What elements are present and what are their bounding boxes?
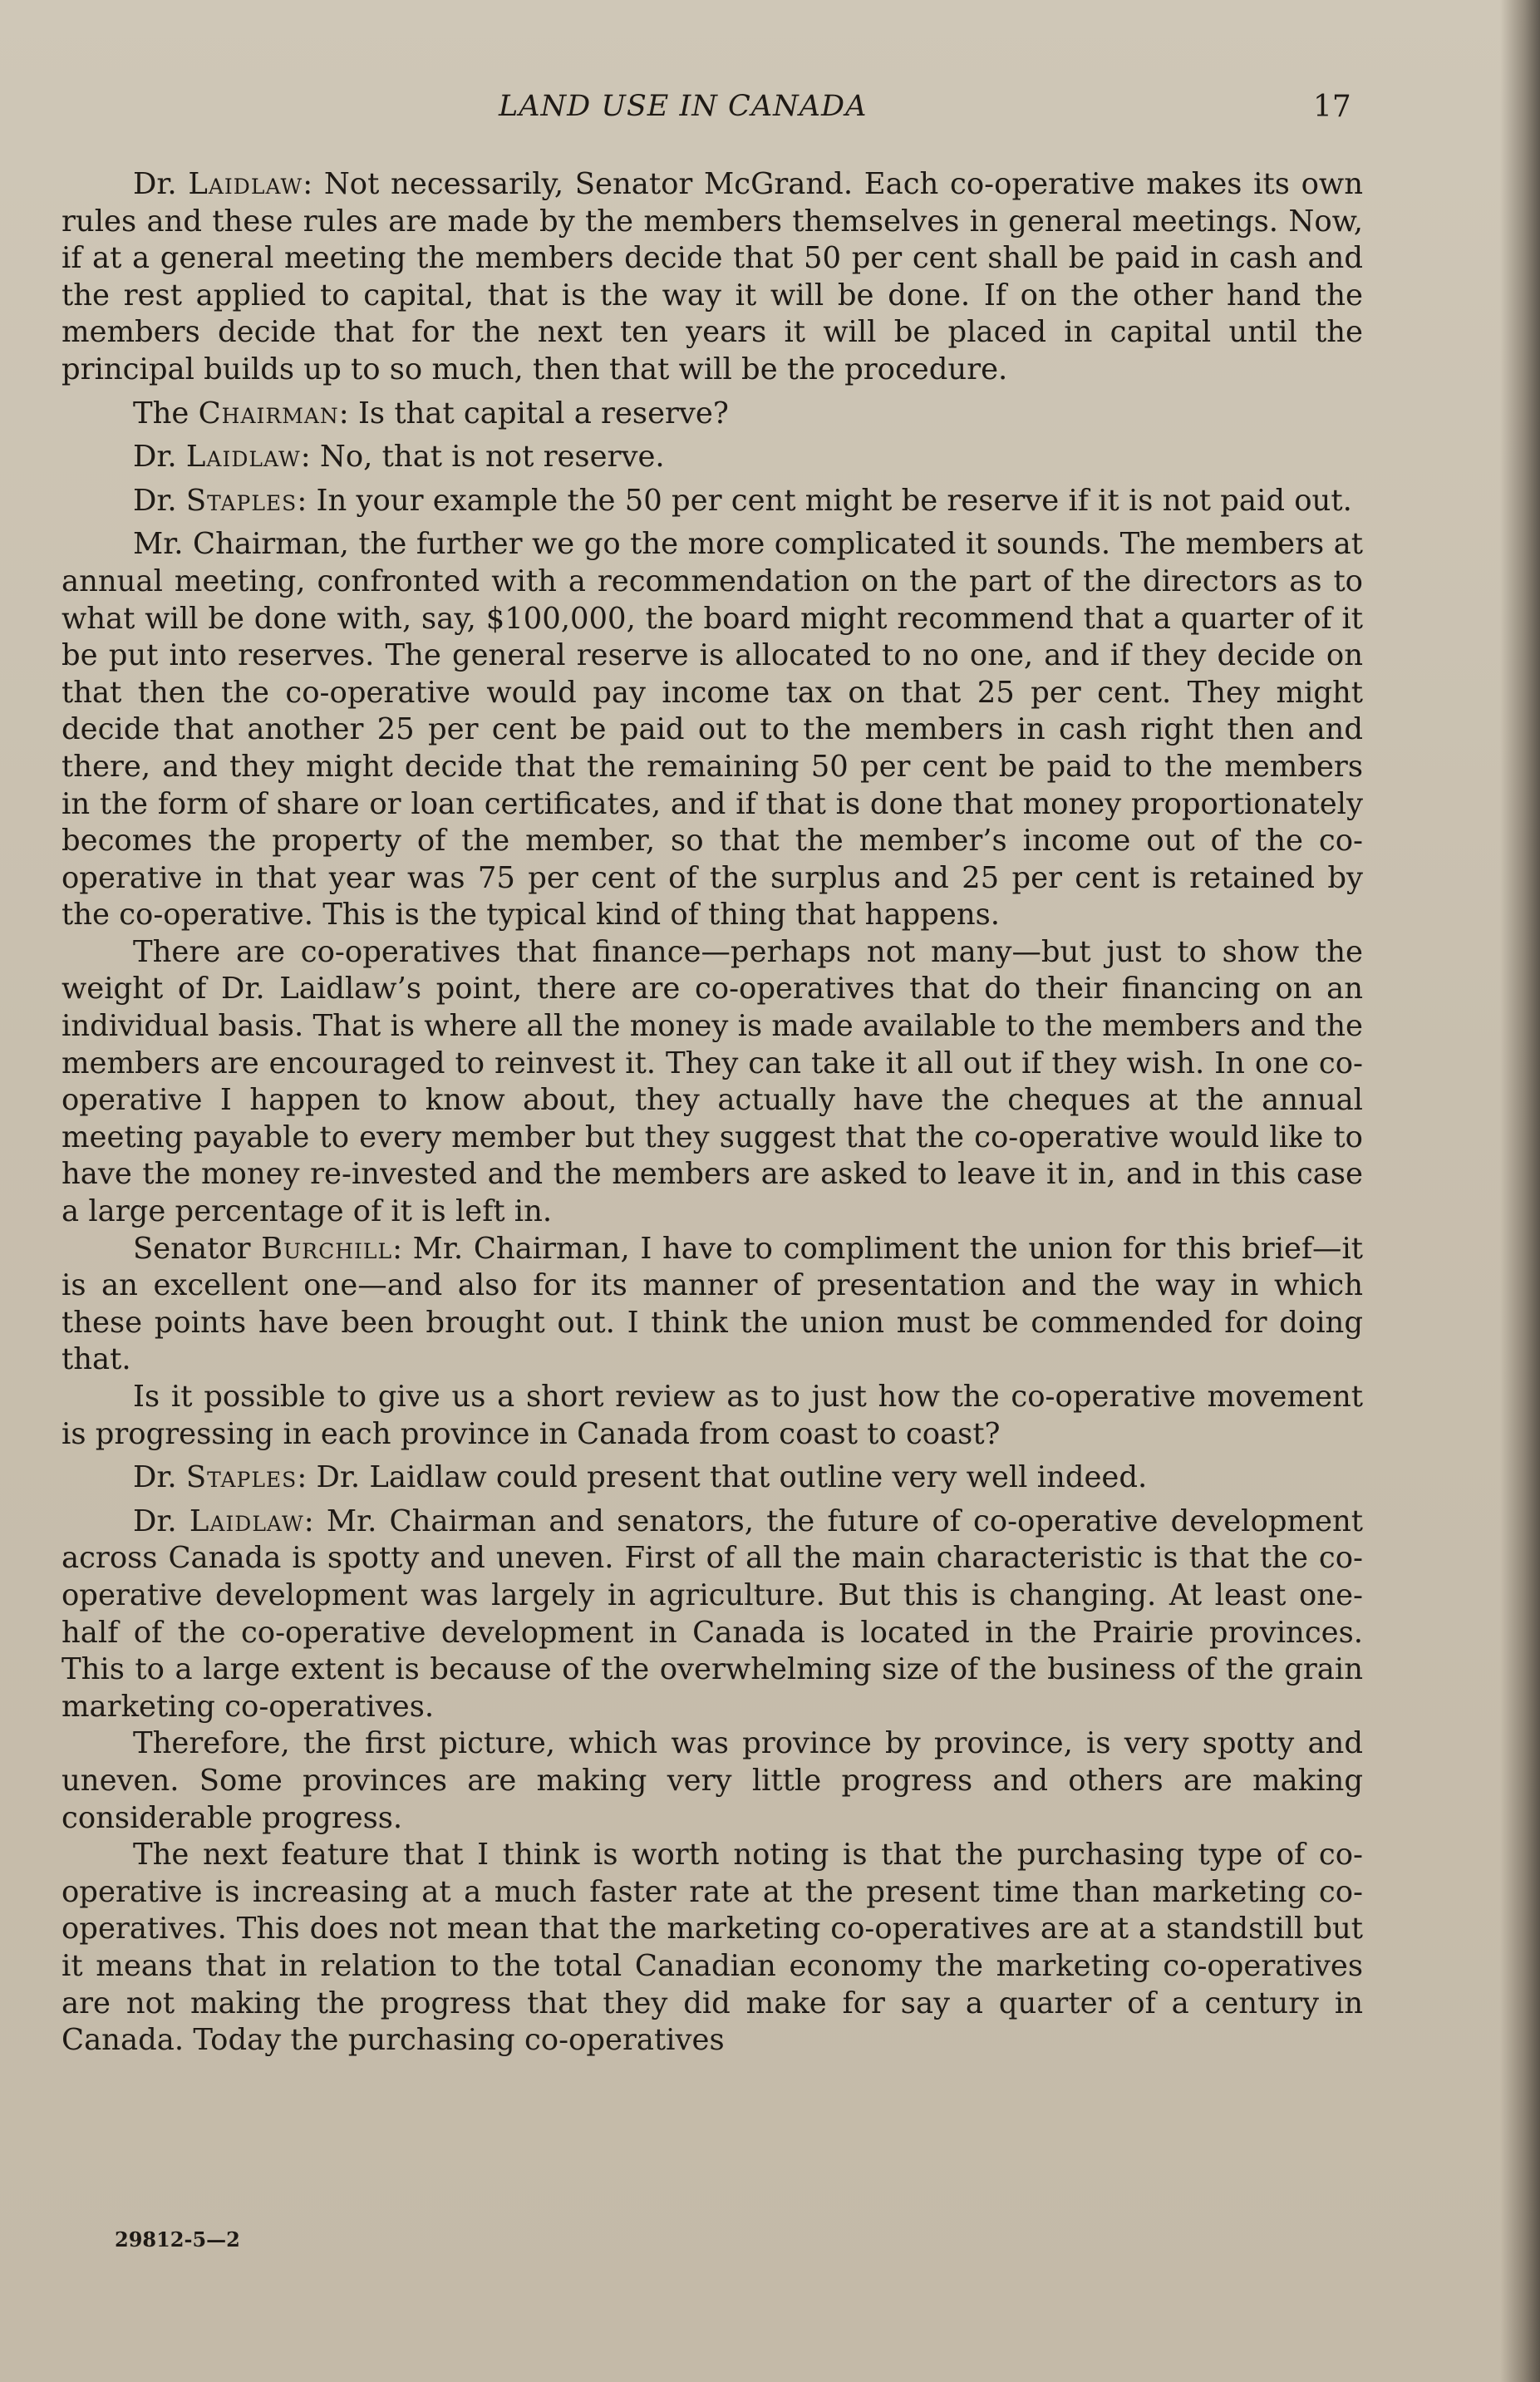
paragraph-text: : In your example the 50 per cent might be reserve if it is not paid out. xyxy=(297,483,1352,518)
speaker-prefix: The xyxy=(133,396,199,431)
speaker-name: Burchill xyxy=(261,1231,393,1266)
paragraph xyxy=(62,1459,1363,1497)
paragraph-text: : No, that is not reserve. xyxy=(300,440,665,475)
paragraph-text: : Not necessarily, Senator McGrand. Each co-operative makes its own rules and these rules are made by the members themselves in general meetings. Now, if at a general meeting the members decide that 50 per cent shall be paid in cash and the rest applied to capital, that is the way it will be done. If on the other hand the members decide that for the next ten years it will be placed in capital until the principal builds up to so much, then that will be the procedure. xyxy=(62,167,1363,386)
page-number: 17 xyxy=(1313,90,1351,124)
paragraph xyxy=(62,1231,1363,1379)
page-edge-shadow xyxy=(1500,0,1540,2382)
body-text xyxy=(62,166,1363,2060)
paragraph-text: Therefore, the first picture, which was province by province, is very spotty and uneven. Some provinces are making very little progress and others are making considerable progress. xyxy=(62,1726,1363,1835)
paragraph-text: : Mr. Chairman, I have to compliment the union for this brief—it is an excellent one—and also for its manner of presentation and the way in which these points have been brought out. I think the union must be commended for doing that. xyxy=(62,1231,1363,1377)
paragraph xyxy=(62,1379,1363,1453)
speaker-prefix: Senator xyxy=(133,1231,262,1266)
paragraph xyxy=(62,1837,1363,2060)
paragraph xyxy=(62,526,1363,934)
running-title: LAND USE IN CANADA xyxy=(499,90,868,123)
speaker-prefix: Dr. xyxy=(133,1504,189,1538)
speaker-name: Staples xyxy=(185,483,298,518)
paragraph xyxy=(62,483,1363,520)
paragraph xyxy=(62,1504,1363,1726)
paragraph-text: The next feature that I think is worth noting is that the purchasing type of co-operative is increasing at a much faster rate at the present time than marketing co-operatives. This does not mean that the marketing co-operatives are at a standstill but it means that in relation to the total Canadian economy the marketing co-operatives are not making the progress that they did make for say a quarter of a century in Canada. Today the purchasing co-operatives xyxy=(62,1838,1363,2058)
speaker-name: Chairman xyxy=(198,396,339,431)
paragraph-text: : Mr. Chairman and senators, the future of co-operative development across Canada is spotty and uneven. First of all the main characteristic is that the co-operative development was largely in agriculture. But this is changing. At least one-half of the co-operative development in Canada is located in the Prairie provinces. This to a large extent is because of the overwhelming size of the business of the grain marketing co-operatives. xyxy=(62,1504,1363,1724)
paragraph xyxy=(62,934,1363,1231)
paragraph-text: : Is that capital a reserve? xyxy=(338,396,729,431)
speaker-name: Laidlaw xyxy=(189,1504,304,1538)
speaker-prefix: Dr. xyxy=(133,1460,186,1495)
speaker-prefix: Dr. xyxy=(133,483,186,518)
speaker-name: Laidlaw xyxy=(188,167,303,201)
speaker-name: Laidlaw xyxy=(185,440,301,475)
paragraph-text: Is it possible to give us a short review as to just how the co-operative movement is progressing in each province in Canada from coast to coast? xyxy=(62,1380,1363,1451)
paragraph xyxy=(62,166,1363,389)
paragraph xyxy=(62,396,1363,433)
paragraph xyxy=(62,1725,1363,1837)
paragraph-text: : Dr. Laidlaw could present that outline very well indeed. xyxy=(297,1460,1148,1495)
speaker-prefix: Dr. xyxy=(133,440,186,475)
paragraph xyxy=(62,439,1363,476)
speaker-name: Staples xyxy=(185,1460,298,1495)
running-head xyxy=(0,90,1540,136)
printer-signature: 29812-5—2 xyxy=(115,2227,240,2252)
speaker-prefix: Dr. xyxy=(133,167,189,201)
paragraph-text: Mr. Chairman, the further we go the more complicated it sounds. The members at annual meeting, confronted with a recommendation on the part of the directors as to what will be done with, say, $100,000, the board might recommend that a quarter of it be put into reserves. The general reserve is allocated to no one, and if they decide on that then the co-operative would pay income tax on that 25 per cent. They might decide that another 25 per cent be paid out to the members in cash right then and there, and they might decide that the remaining 50 per cent be paid to the members in the form of share or loan certificates, and if that is done that money proportionately becomes the property of the member, so that the member’s income out of the co-operative in that year was 75 per cent of the surplus and 25 per cent is retained by the co-operative. This is the typical kind of thing that happens. xyxy=(62,527,1363,933)
paragraph-text: There are co-operatives that finance—perhaps not many—but just to show the weight of Dr. Laidlaw’s point, there are co-operatives that do their financing on an individual basis. That is where all the money is made available to the members and the members are encouraged to reinvest it. They can take it all out if they wish. In one co-operative I happen to know about, they actually have the cheques at the annual meeting payable to every member but they suggest that the co-operative would like to have the money re-invested and the members are asked to leave it in, and in this case a large percentage of it is left in. xyxy=(62,934,1363,1229)
